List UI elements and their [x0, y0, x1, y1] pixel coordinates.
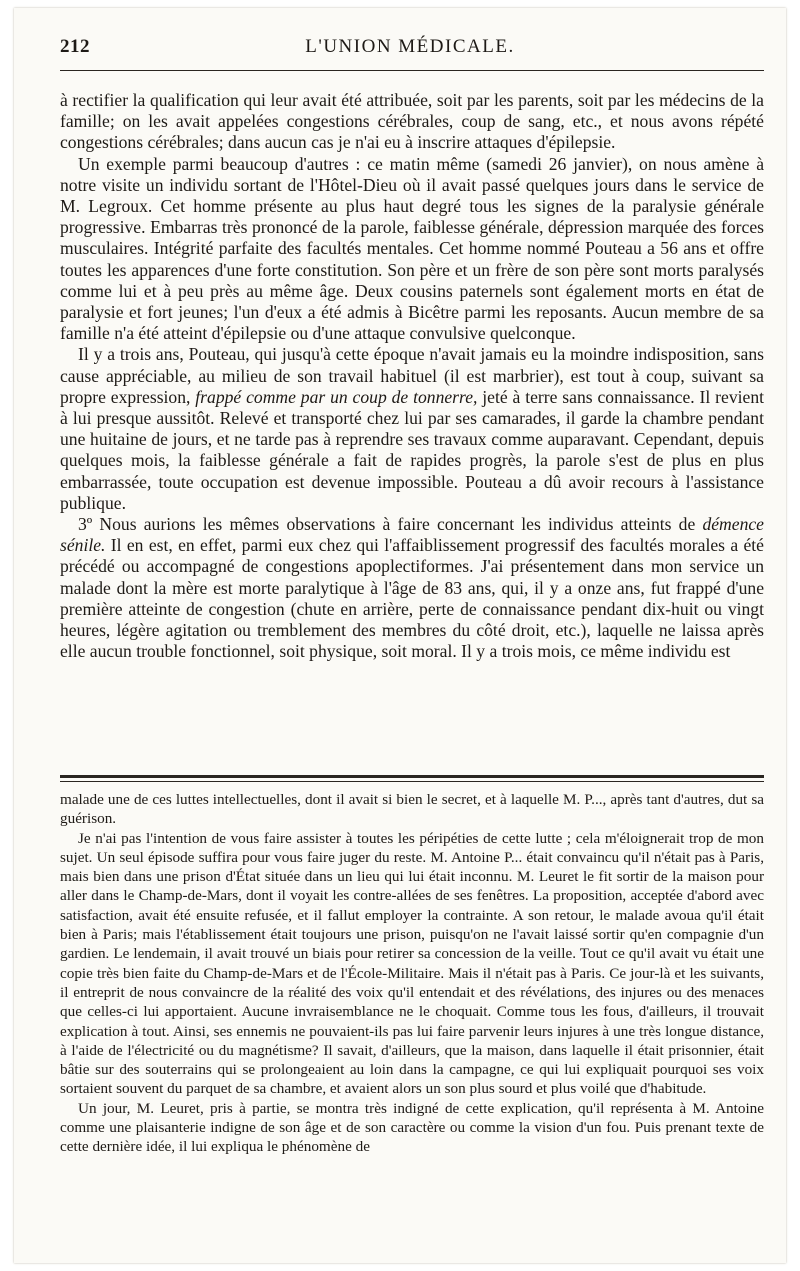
running-head [60, 36, 760, 64]
footnote-rule-thick [60, 775, 764, 778]
journal-page [14, 8, 786, 1263]
paragraph-1: à rectifier la qualification qui leur avait été attribuée, soit par les parents, soit par les médecins de la famille; on les avait appelées congestions cérébrales, coup de sang, etc., et nous avons répété congestions cérébrales; dans aucun cas je n'ai eu à inscrire attaques d'épilepsie. [60, 90, 764, 153]
footnote-paragraph-2: Je n'ai pas l'intention de vous faire assister à toutes les péripéties de cette lutte ; cela m'éloignerait trop de mon sujet. Un seul épisode suffira pour vous faire juger du reste. M. Antoine P... était convaincu qu'il n'était pas à Paris, mais bien dans une prison d'État située dans un lieu qui lui était inconnu. M. Leuret le fit sortir de la maison pour aller dans le Champ-de-Mars, dont il voyait les contre-allées de ses fenêtres. La proposition, acceptée d'abord avec satisfaction, avait été ensuite refusée, et il fallut employer la contrainte. A son retour, le malade avoua qu'il était bien à Paris; mais l'établissement était toujours une prison, puisqu'on ne l'avait laissé sortir qu'en compagnie d'un gardien. Le lendemain, il avait trouvé un biais pour retirer sa concession de la veille. Tout ce qu'il avait vu était une copie très bien faite du Champ-de-Mars et de l'École-Militaire. Mais il n'était pas à Paris. Ce jour-là et les suivants, il entreprit de nous convaincre de la réalité des voix qu'il entendait et des révélations, des injures ou des menaces que celles-ci lui apportaient. Aucune invraisemblance ne le choquait. Comme tous les fous, d'ailleurs, il trouvait explication à tout. Ainsi, ses ennemis ne pouvaient-ils pas lui faire parvenir leurs injures à une très longue distance, à l'aide de l'électricité ou du magnétisme? Il savait, d'ailleurs, que la maison, dans laquelle il était prisonnier, était bâtie sur des souterrains qui se prolongeaient au loin dans la campagne, ce qui lui expliquait pourquoi ses voix sortaient souvent du parquet de sa chambre, et avaient alors un son plus sourd et plus voilé que d'habitude. [60, 829, 764, 1098]
paragraph-3 [60, 344, 764, 514]
term-italic: démence sénile. [60, 514, 764, 556]
quotation-italic: frappé comme par un coup de tonnerre, [195, 386, 478, 407]
paragraph-4-end: Il en est, en effet, parmi eux chez qui l'affaiblissement progressif des facultés morales a été précédé ou accompagné de congestions apoplectiformes. J'ai présentement dans mon service un malade dont la mère est morte paralytique à l'âge de 83 ans, qui, il y a onze ans, fut frappé d'une première atteinte de congestion (chute en arrière, perte de connaissance pendant dix-huit ou vingt heures, légère agitation ou tremblement des membres du côté droit, etc.), laquelle ne laissa après elle aucun trouble fonctionnel, soit physique, soit moral. Il y a trois mois, ce même individu est [60, 535, 764, 662]
footnote-paragraph-1: malade une de ces luttes intellectuelles, dont il avait si bien le secret, et à laquelle M. P..., après tant d'autres, dut sa guérison. [60, 791, 764, 828]
page-number: 212 [60, 36, 90, 57]
paragraph-3-start: Il y a trois ans, Pouteau, qui jusqu'à cette époque n'avait jamais eu la moindre indisposition, sans cause appréciable, au milieu de son travail habituel (il est marbrier), est tout à coup, suivant sa propre expression, [60, 344, 764, 407]
paragraph-3-end: jeté à terre sans connaissance. Il revient à lui presque aussitôt. Relevé et transporté chez lui par ses camarades, il garde la chambre pendant une huitaine de jours, et ne tarde pas à reprendre ses travaux comme auparavant. Cependant, depuis quelques mois, la faiblesse générale a fait de rapides progrès, la parole s'est de plus en plus embarrassée, toute occupation est devenue impossible. Pouteau a dû avoir recours à l'assistance publique. [60, 386, 765, 513]
footnote-paragraph-3: Un jour, M. Leuret, pris à partie, se montra très indigné de cette explication, qu'il représenta à M. Antoine comme une plaisanterie indigne de son âge et de son caractère ou comme la vision d'un fou. Puis prenant texte de cette dernière idée, il lui expliqua le phénomène de [60, 1099, 764, 1156]
paragraph-4-start: 3º Nous aurions les mêmes observations à faire concernant les individus atteints de [78, 514, 703, 535]
paragraph-4 [60, 514, 764, 662]
footnote-rule-thin [60, 781, 764, 782]
paragraph-2: Un exemple parmi beaucoup d'autres : ce matin même (samedi 26 janvier), on nous amène à notre visite un individu sortant de l'Hôtel-Dieu où il avait passé quelques jours dans le service de M. Legroux. Cet homme présente au plus haut degré tous les signes de la paralysie générale progressive. Embarras très prononcé de la parole, faiblesse générale, dépression marquée des forces musculaires. Intégrité parfaite des facultés mentales. Cet homme nommé Pouteau a 56 ans et offre toutes les apparences d'une forte constitution. Son père et un frère de son père sont morts paralysés comme lui et à peu près au même âge. Deux cousins paternels sont également morts en état de paralysie et fort jeunes; l'un d'eux a été admis à Bicêtre parmi les reposants. Aucun membre de sa famille n'a été atteint d'épilepsie ou d'une attaque convulsive quelconque. [60, 153, 764, 344]
footnote-text [60, 790, 764, 1157]
header-rule [60, 70, 764, 71]
journal-title: L'UNION MÉDICALE. [305, 36, 515, 57]
main-text [60, 90, 764, 662]
